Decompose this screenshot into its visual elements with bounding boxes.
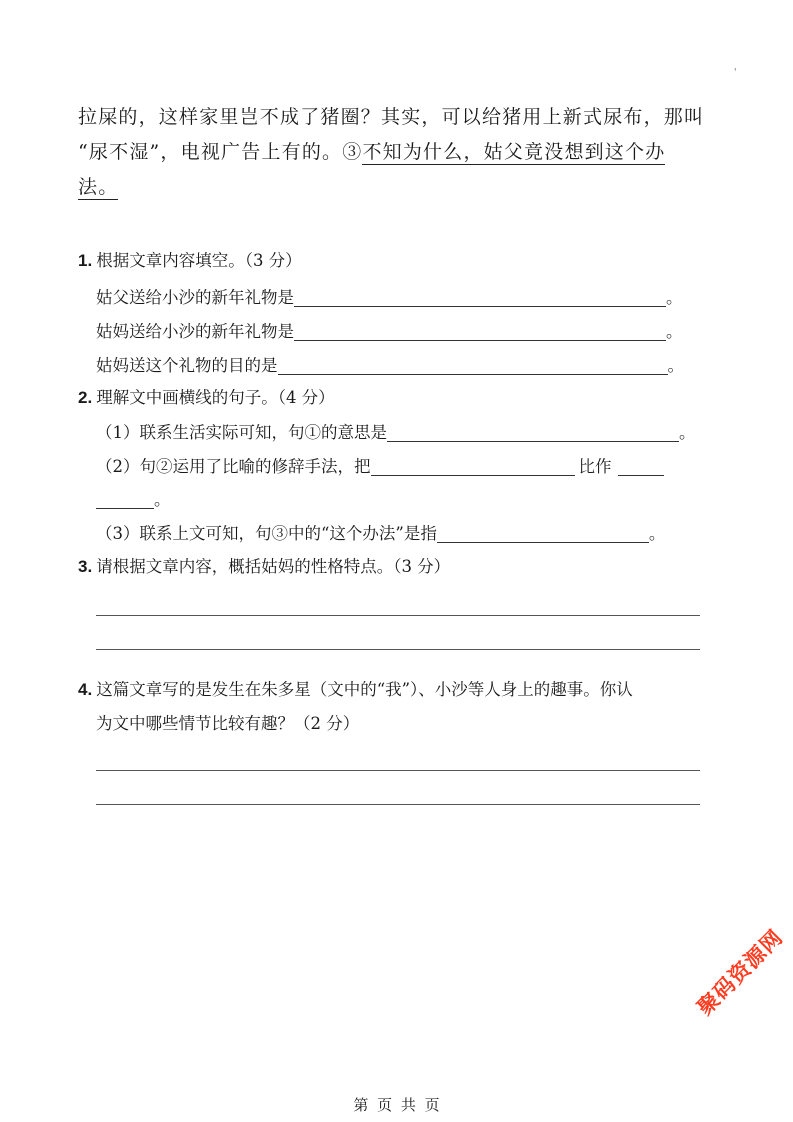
- item-prefix: 姑父送给小沙的新年礼物是: [96, 288, 294, 307]
- passage-line-1: 拉屎的，这样家里岂不成了猪圈？其实，可以给猪用上新式尿布，那叫: [78, 106, 705, 128]
- item-suffix: 。: [666, 288, 683, 307]
- passage: [78, 100, 718, 205]
- answer-line[interactable]: [96, 615, 700, 616]
- item-prefix: 姑妈送给小沙的新年礼物是: [96, 322, 294, 341]
- question-4-line-2: 为文中哪些情节比较有趣？（2 分）: [96, 714, 360, 733]
- question-number: 3.: [78, 557, 93, 576]
- answer-blank[interactable]: [294, 322, 666, 341]
- answer-line[interactable]: [96, 804, 700, 805]
- question-text: 根据文章内容填空。（3 分）: [96, 251, 302, 270]
- passage-line-2: [78, 135, 718, 170]
- item-suffix: 。: [648, 524, 666, 543]
- answer-line[interactable]: [96, 770, 700, 771]
- question-2: [78, 384, 335, 408]
- item-prefix: 姑妈送这个礼物的目的是: [96, 356, 278, 375]
- question-text: 请根据文章内容，概括姑妈的性格特点。（3 分）: [96, 557, 451, 576]
- answer-blank[interactable]: [618, 457, 664, 476]
- item-suffix: 。: [154, 490, 171, 509]
- item-suffix: 。: [666, 322, 683, 341]
- item-middle: 比作: [578, 457, 612, 476]
- item-prefix: （2）句②运用了比喻的修辞手法，把: [96, 457, 371, 476]
- answer-line[interactable]: [96, 649, 700, 650]
- q2-item-2-cont: [96, 486, 171, 510]
- q2-item-2: [96, 453, 664, 477]
- page-footer: 第 页 共 页: [353, 1096, 440, 1114]
- item-prefix: （3）联系上文可知，句③中的“这个办法”是指: [96, 524, 437, 543]
- underlined-sentence-3-end: 法。: [78, 176, 119, 198]
- q2-item-1: [96, 419, 696, 443]
- question-3: [78, 553, 450, 577]
- item-suffix: 。: [679, 423, 696, 442]
- item-suffix: 。: [667, 356, 684, 375]
- corner-mark: ': [734, 68, 737, 78]
- watermark-stamp: 聚码资源网: [692, 925, 788, 1020]
- question-text-line-1: 这篇文章写的是发生在朱多星（文中的“我”）、小沙等人身上的趣事。你认: [96, 680, 633, 699]
- q2-item-3: [96, 520, 665, 544]
- answer-blank[interactable]: [294, 288, 666, 307]
- q1-item-3: [96, 352, 684, 376]
- question-text: 理解文中画横线的句子。（4 分）: [96, 388, 335, 407]
- answer-blank[interactable]: [96, 490, 154, 509]
- question-number: 1.: [78, 251, 93, 270]
- q1-item-1: [96, 284, 683, 308]
- question-4: [78, 676, 633, 700]
- answer-blank[interactable]: [387, 423, 679, 442]
- answer-blank[interactable]: [371, 457, 575, 476]
- question-1: [78, 247, 302, 271]
- answer-blank[interactable]: [278, 356, 668, 375]
- question-number: 4.: [78, 680, 93, 699]
- answer-blank[interactable]: [437, 524, 649, 543]
- item-prefix: （1）联系生活实际可知，句①的意思是: [96, 423, 387, 442]
- passage-line-3: [78, 170, 718, 205]
- underlined-sentence-3: 不知为什么，姑父竟没想到这个办: [362, 141, 666, 163]
- passage-line-2-text: “尿不湿”，电视广告上有的。③: [78, 141, 363, 163]
- q1-item-2: [96, 318, 683, 342]
- question-number: 2.: [78, 388, 93, 407]
